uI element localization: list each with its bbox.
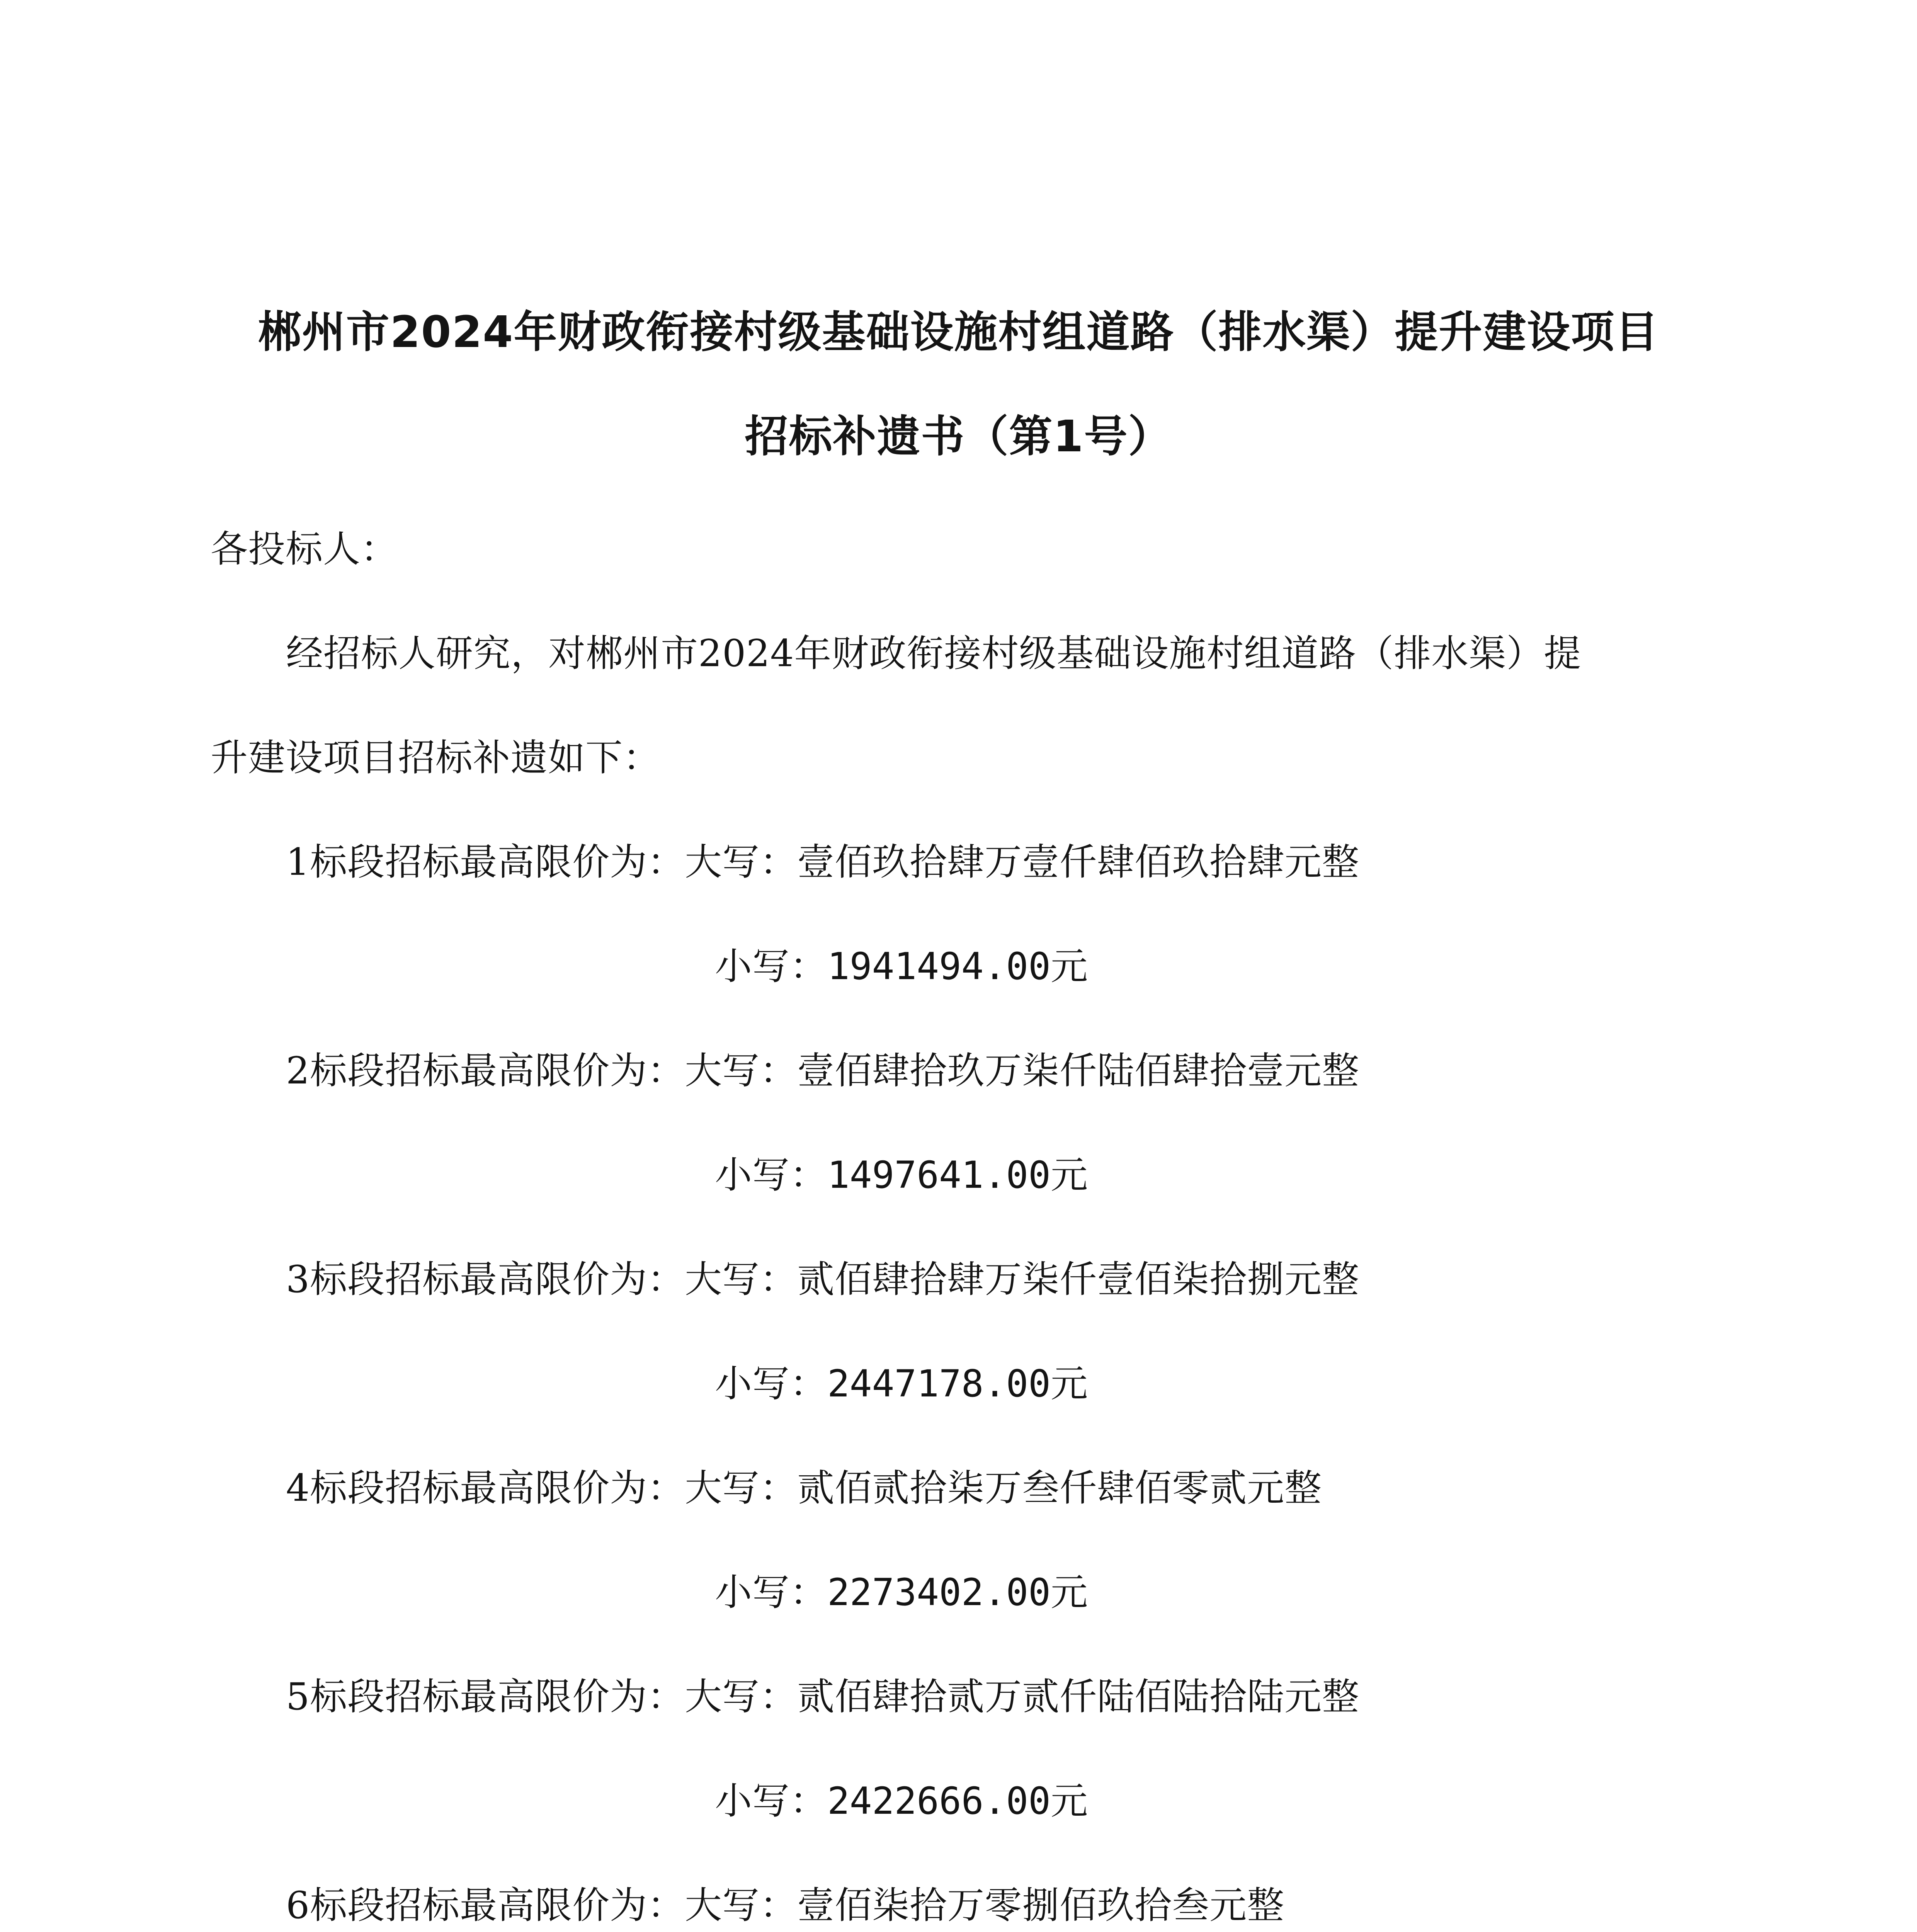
lot-5-upper-amount — [286, 1667, 1359, 1720]
currency-unit: 元 — [1050, 1571, 1088, 1614]
lower-case-label: 小写： — [715, 1779, 827, 1823]
lot-3-upper-amount — [286, 1250, 1359, 1303]
upper-case-value: 贰佰贰拾柒万叁仟肆佰零贰元整 — [797, 1466, 1322, 1510]
upper-case-label: 大写： — [685, 1466, 798, 1510]
lower-case-label: 小写： — [715, 1153, 827, 1197]
upper-case-label: 大写： — [685, 1258, 798, 1301]
lot-4-upper-amount — [286, 1459, 1322, 1512]
currency-unit: 元 — [1050, 1362, 1088, 1405]
lot-5-lower-amount — [715, 1772, 1088, 1825]
lower-case-value: 1497641.00 — [827, 1153, 1051, 1197]
salutation: 各投标人： — [211, 527, 398, 571]
lower-case-value: 2447178.00 — [827, 1362, 1051, 1405]
lot-1-upper-amount — [286, 833, 1359, 886]
upper-case-value: 壹佰肆拾玖万柒仟陆佰肆拾壹元整 — [797, 1049, 1360, 1092]
lot-1-lower-amount — [715, 937, 1088, 990]
currency-unit: 元 — [1050, 945, 1088, 988]
lot-label: 3标段招标最高限价为： — [286, 1258, 685, 1301]
lot-2-lower-amount — [715, 1146, 1088, 1199]
upper-case-value: 贰佰肆拾肆万柒仟壹佰柒拾捌元整 — [797, 1258, 1360, 1301]
lot-label: 2标段招标最高限价为： — [286, 1049, 685, 1092]
document-title-line-2: 招标补遗书（第1号） — [745, 412, 1172, 462]
lot-2-upper-amount — [286, 1041, 1359, 1094]
lower-case-value: 2422666.00 — [827, 1779, 1051, 1823]
lot-4-lower-amount — [715, 1563, 1088, 1616]
lower-case-value: 1941494.00 — [827, 945, 1051, 988]
lower-case-value: 2273402.00 — [827, 1571, 1051, 1614]
upper-case-label: 大写： — [685, 840, 798, 884]
lot-label: 1标段招标最高限价为： — [286, 840, 685, 884]
currency-unit: 元 — [1050, 1153, 1088, 1197]
lower-case-label: 小写： — [715, 945, 827, 988]
document-title-line-1: 郴州市2024年财政衔接村级基础设施村组道路（排水渠）提升建设项目 — [258, 307, 1659, 357]
upper-case-label: 大写： — [685, 1049, 798, 1092]
upper-case-value: 壹佰玖拾肆万壹仟肆佰玖拾肆元整 — [797, 840, 1360, 884]
lot-label: 6标段招标最高限价为： — [286, 1884, 685, 1927]
upper-case-label: 大写： — [685, 1675, 798, 1718]
intro-paragraph-line-1: 经招标人研究，对郴州市2024年财政衔接村级基础设施村组道路（排水渠）提 — [286, 632, 1582, 675]
upper-case-value: 贰佰肆拾贰万贰仟陆佰陆拾陆元整 — [797, 1675, 1360, 1718]
lot-label: 4标段招标最高限价为： — [286, 1466, 685, 1510]
currency-unit: 元 — [1050, 1779, 1088, 1823]
upper-case-value: 壹佰柒拾万零捌佰玖拾叁元整 — [797, 1884, 1285, 1927]
lower-case-label: 小写： — [715, 1362, 827, 1405]
upper-case-label: 大写： — [685, 1884, 798, 1927]
lot-label: 5标段招标最高限价为： — [286, 1675, 685, 1718]
lot-6-upper-amount — [286, 1876, 1284, 1929]
lower-case-label: 小写： — [715, 1571, 827, 1614]
intro-paragraph-line-2: 升建设项目招标补遗如下： — [211, 736, 660, 779]
lot-3-lower-amount — [715, 1354, 1088, 1407]
